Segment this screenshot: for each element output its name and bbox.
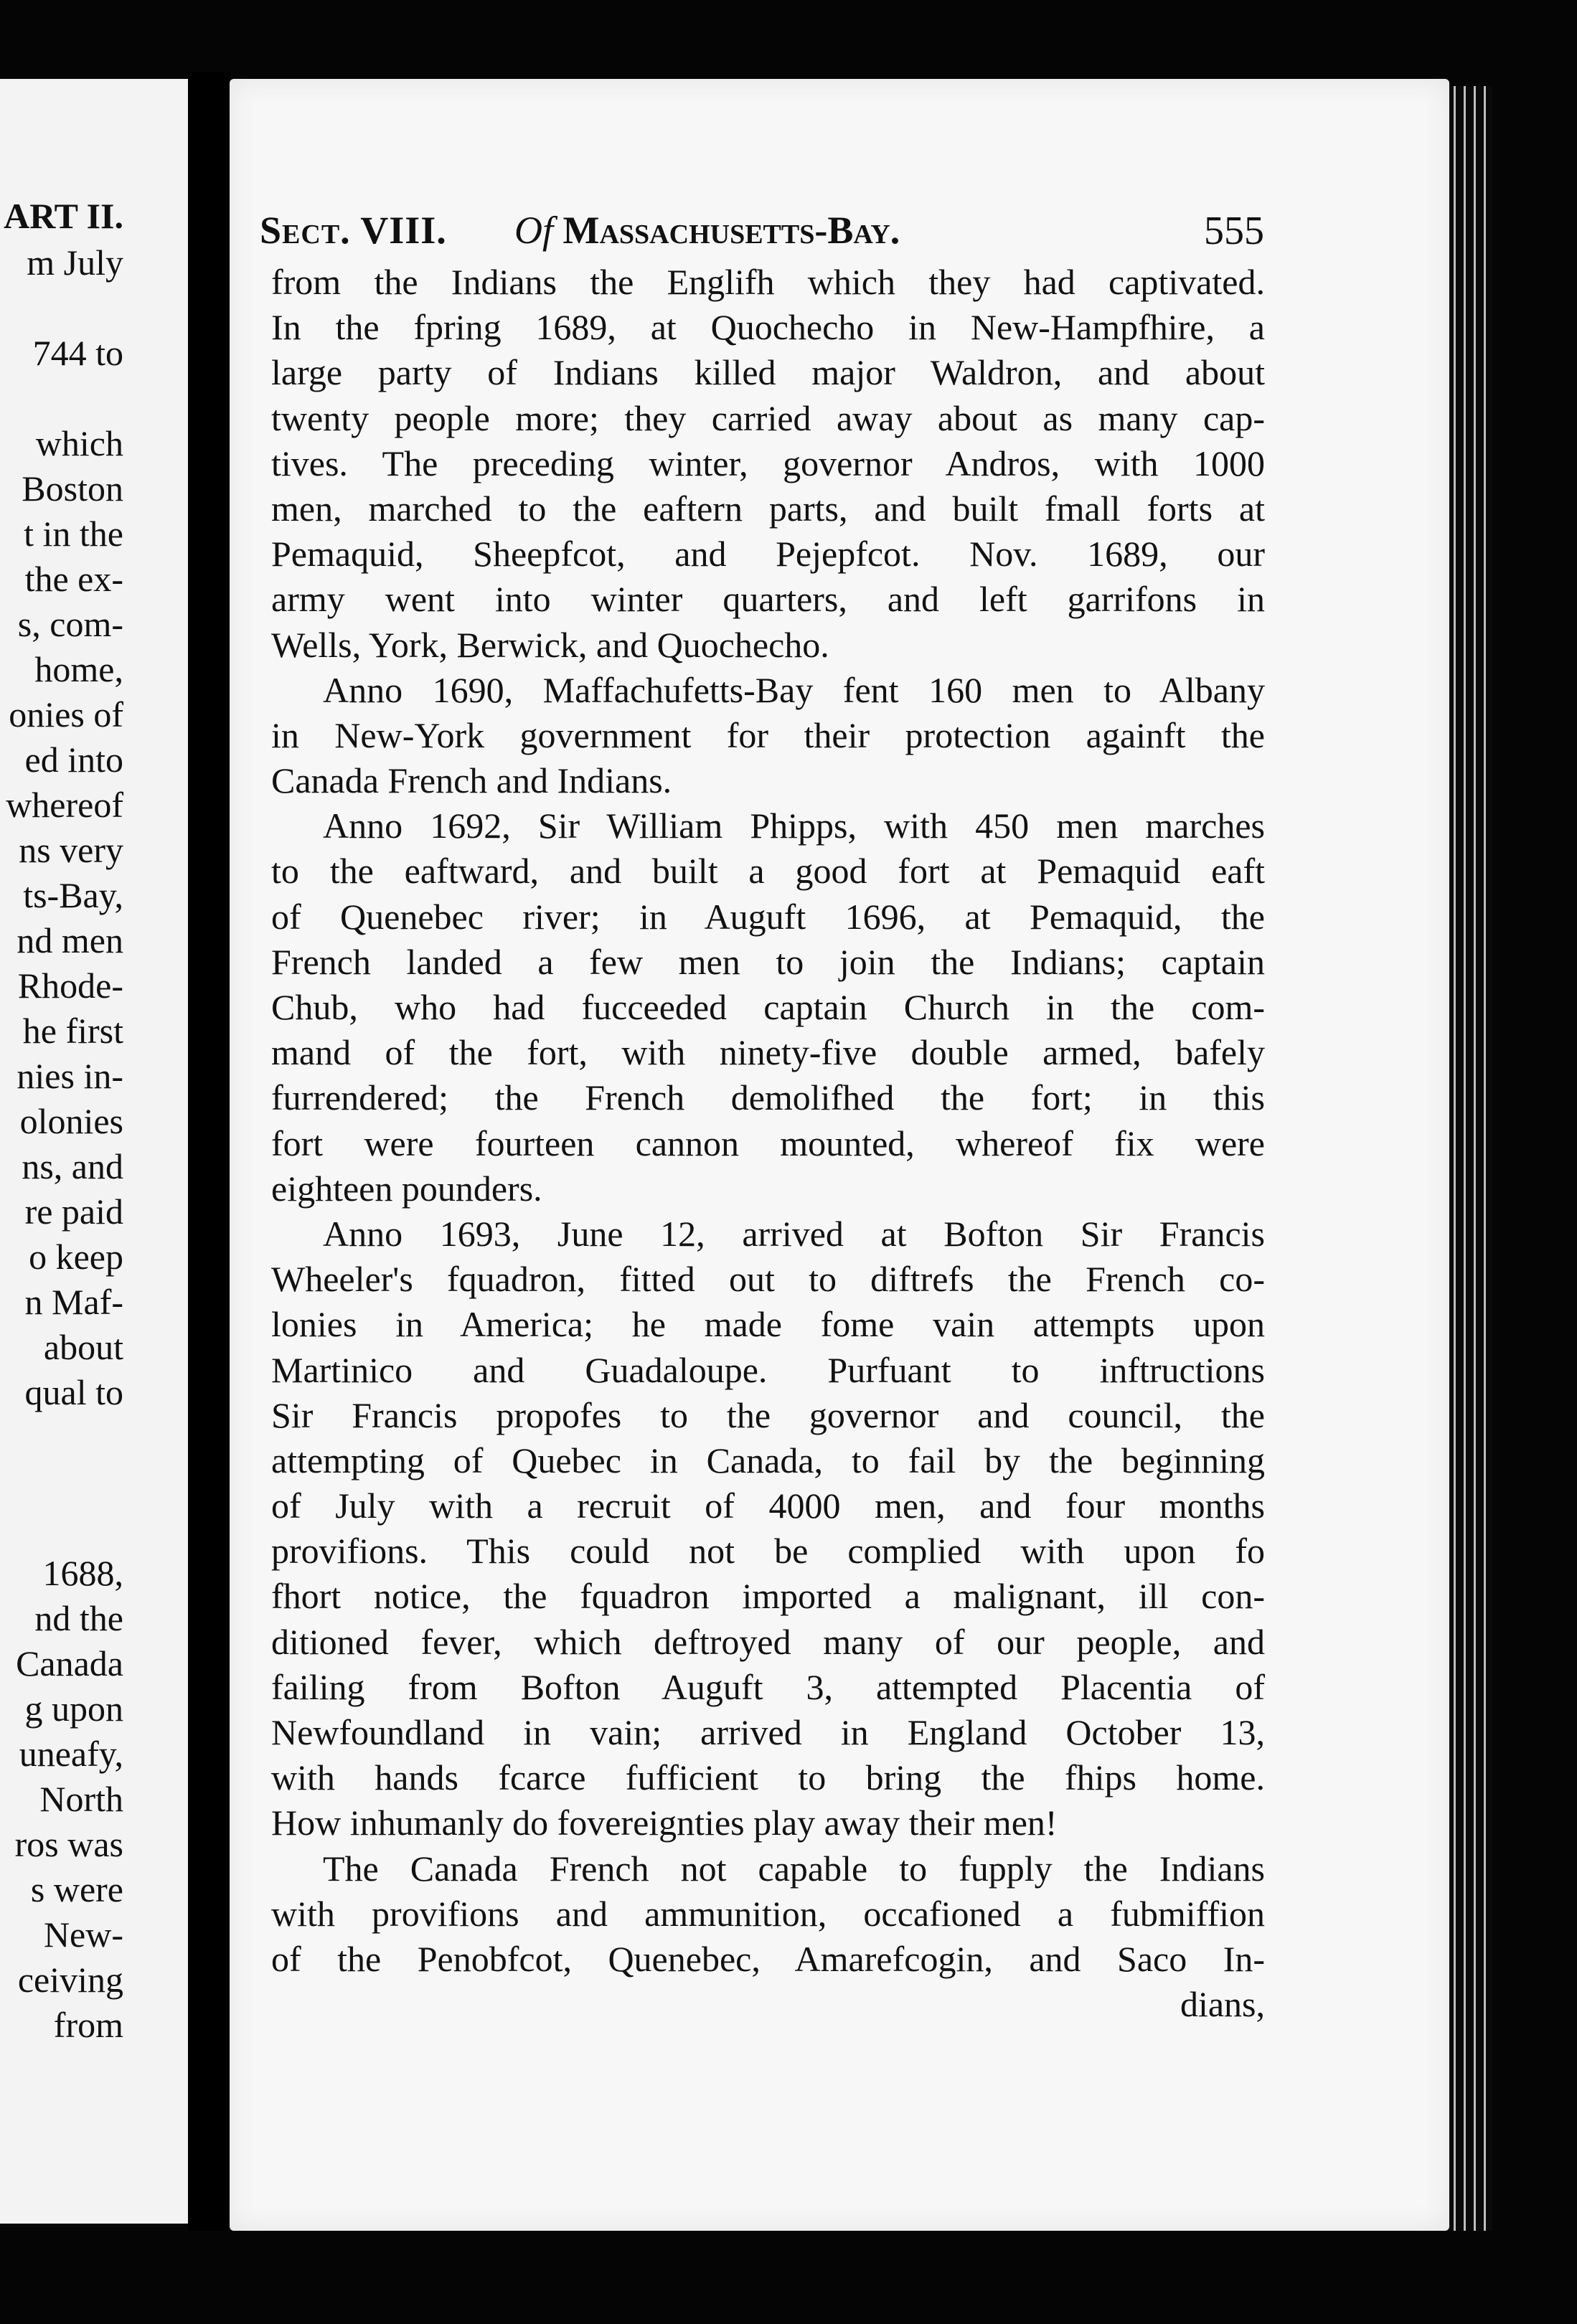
text-line: Pemaquid, Sheepfcot, and Pejepfcot. Nov. 1689, our xyxy=(271,534,1265,575)
text-line: Sir Francis propofes to the governor and council, the xyxy=(271,1394,1265,1435)
text-line: fhort notice, the fquadron imported a malignant, ill con- xyxy=(271,1576,1265,1617)
facing-page-line: North xyxy=(39,1779,123,1819)
facing-page-line: onies of xyxy=(9,694,123,734)
facing-page-header: ART II. xyxy=(4,196,123,236)
facing-page-line: Rhode- xyxy=(17,965,123,1006)
text-line: mand of the fort, with ninety-five double armed, bafely xyxy=(271,1032,1265,1073)
facing-page-line: 744 to xyxy=(32,333,123,373)
page-edges xyxy=(1449,86,1492,2231)
facing-page-line: s, com- xyxy=(17,604,123,644)
text-line: twenty people more; they carried away about as many cap- xyxy=(271,397,1265,438)
text-line: Canada French and Indians. xyxy=(271,760,672,801)
text-line: In the fpring 1689, at Quochecho in New-Hampfhire, a xyxy=(271,307,1265,348)
facing-page-line: o keep xyxy=(29,1237,123,1277)
text-line: of Quenebec river; in Auguft 1696, at Pemaquid, the xyxy=(271,896,1265,937)
text-line: Chub, who had fucceeded captain Church in the com- xyxy=(271,987,1265,1027)
running-head xyxy=(260,208,1264,258)
page-number: 555 xyxy=(1204,209,1264,253)
facing-page-line: the ex- xyxy=(24,559,123,599)
facing-page-line: whereof xyxy=(6,785,123,825)
text-line: French landed a few men to join the Indians; captain xyxy=(271,941,1265,982)
text-line: The Canada French not capable to fupply the Indians xyxy=(323,1848,1265,1889)
facing-page-line: ts-Bay, xyxy=(23,875,123,915)
text-line: lonies in America; he made fome vain attempts upon xyxy=(271,1304,1265,1345)
text-line: failing from Bofton Auguft 3, attempted Placentia of xyxy=(271,1666,1265,1707)
text-line: Wells, York, Berwick, and Quochecho. xyxy=(271,624,829,665)
text-line: How inhumanly do fovereignties play away their men! xyxy=(271,1803,1058,1843)
text-line: men, marched to the eaftern parts, and built fmall forts at xyxy=(271,488,1265,529)
text-line: of the Penobfcot, Quenebec, Amarefcogin, and Saco In- xyxy=(271,1938,1265,1979)
facing-page-line: s were xyxy=(30,1869,123,1909)
text-line: tives. The preceding winter, governor Andros, with 1000 xyxy=(271,443,1265,483)
facing-page-line: olonies xyxy=(19,1101,123,1141)
facing-page-line: New- xyxy=(43,1914,123,1955)
facing-page-line: nies in- xyxy=(17,1056,123,1096)
text-line: ditioned fever, which deftroyed many of our people, and xyxy=(271,1621,1265,1662)
facing-page-line: from xyxy=(53,2005,123,2045)
facing-page-line: ceiving xyxy=(17,1960,123,2000)
running-title-of: Of xyxy=(514,209,553,252)
text-line: to the eaftward, and built a good fort at Pemaquid eaft xyxy=(271,851,1265,892)
section-label: Sect. VIII. xyxy=(260,209,447,252)
facing-page-line: Boston xyxy=(22,468,123,509)
facing-page-line: ed into xyxy=(24,740,123,780)
facing-page-line: which xyxy=(35,423,123,463)
facing-page-line: n Maf- xyxy=(24,1282,123,1322)
facing-page-line: m July xyxy=(27,242,123,283)
facing-page-line: home, xyxy=(34,649,123,689)
facing-page-line: nd men xyxy=(17,920,123,960)
book-gutter xyxy=(188,72,231,2231)
facing-page-line: ns very xyxy=(19,830,123,870)
facing-page-fragment xyxy=(0,79,188,2224)
text-line: army went into winter quarters, and left garrifons in xyxy=(271,579,1265,620)
text-line: provifions. This could not be complied with upon fo xyxy=(271,1531,1265,1572)
facing-page-line: about xyxy=(43,1327,123,1367)
facing-page-line: uneafy, xyxy=(19,1734,123,1774)
running-title-place: Massachusetts-Bay. xyxy=(562,209,900,252)
facing-page-line: g upon xyxy=(24,1688,123,1729)
text-line: Anno 1693, June 12, arrived at Bofton Sir Francis xyxy=(323,1213,1265,1254)
facing-page-line: he first xyxy=(22,1011,123,1051)
text-line: with provifions and ammunition, occafioned a fubmiffion xyxy=(271,1893,1265,1934)
facing-page-line: re paid xyxy=(24,1191,123,1232)
facing-page-line: t in the xyxy=(24,514,123,554)
text-line: furrendered; the French demolifhed the fort; in this xyxy=(271,1077,1265,1118)
text-line: Martinico and Guadaloupe. Purfuant to inftructions xyxy=(271,1349,1265,1390)
running-title xyxy=(514,208,900,252)
text-line: in New-York government for their protection againft the xyxy=(271,714,1265,755)
text-line: eighteen pounders. xyxy=(271,1168,542,1209)
facing-page-line: ros was xyxy=(14,1824,123,1864)
text-line: Wheeler's fquadron, fitted out to diftrefs the French co- xyxy=(271,1259,1265,1300)
body-text xyxy=(271,260,1265,2027)
facing-page-line: Canada xyxy=(16,1643,123,1683)
text-line: large party of Indians killed major Waldron, and about xyxy=(271,352,1265,393)
text-line: of July with a recruit of 4000 men, and four months xyxy=(271,1485,1265,1526)
text-line: Anno 1690, Maffachufetts-Bay fent 160 men to Albany xyxy=(323,669,1265,710)
facing-page-line: qual to xyxy=(24,1372,123,1412)
text-line: attempting of Quebec in Canada, to fail by the beginning xyxy=(271,1440,1265,1480)
facing-page-line: ns, and xyxy=(22,1146,123,1186)
facing-page-line: 1688, xyxy=(42,1553,123,1593)
text-line: Newfoundland in vain; arrived in England October 13, xyxy=(271,1712,1265,1752)
text-line: from the Indians the Englifh which they had captivated. xyxy=(271,262,1265,302)
facing-page-line: nd the xyxy=(34,1598,123,1638)
text-line: with hands fcarce fufficient to bring the fhips home. xyxy=(271,1757,1265,1798)
text-line: Anno 1692, Sir William Phipps, with 450 men marches xyxy=(323,806,1265,846)
text-line: fort were fourteen cannon mounted, whereof fix were xyxy=(271,1123,1265,1163)
catchword: dians, xyxy=(1180,1984,1265,2025)
